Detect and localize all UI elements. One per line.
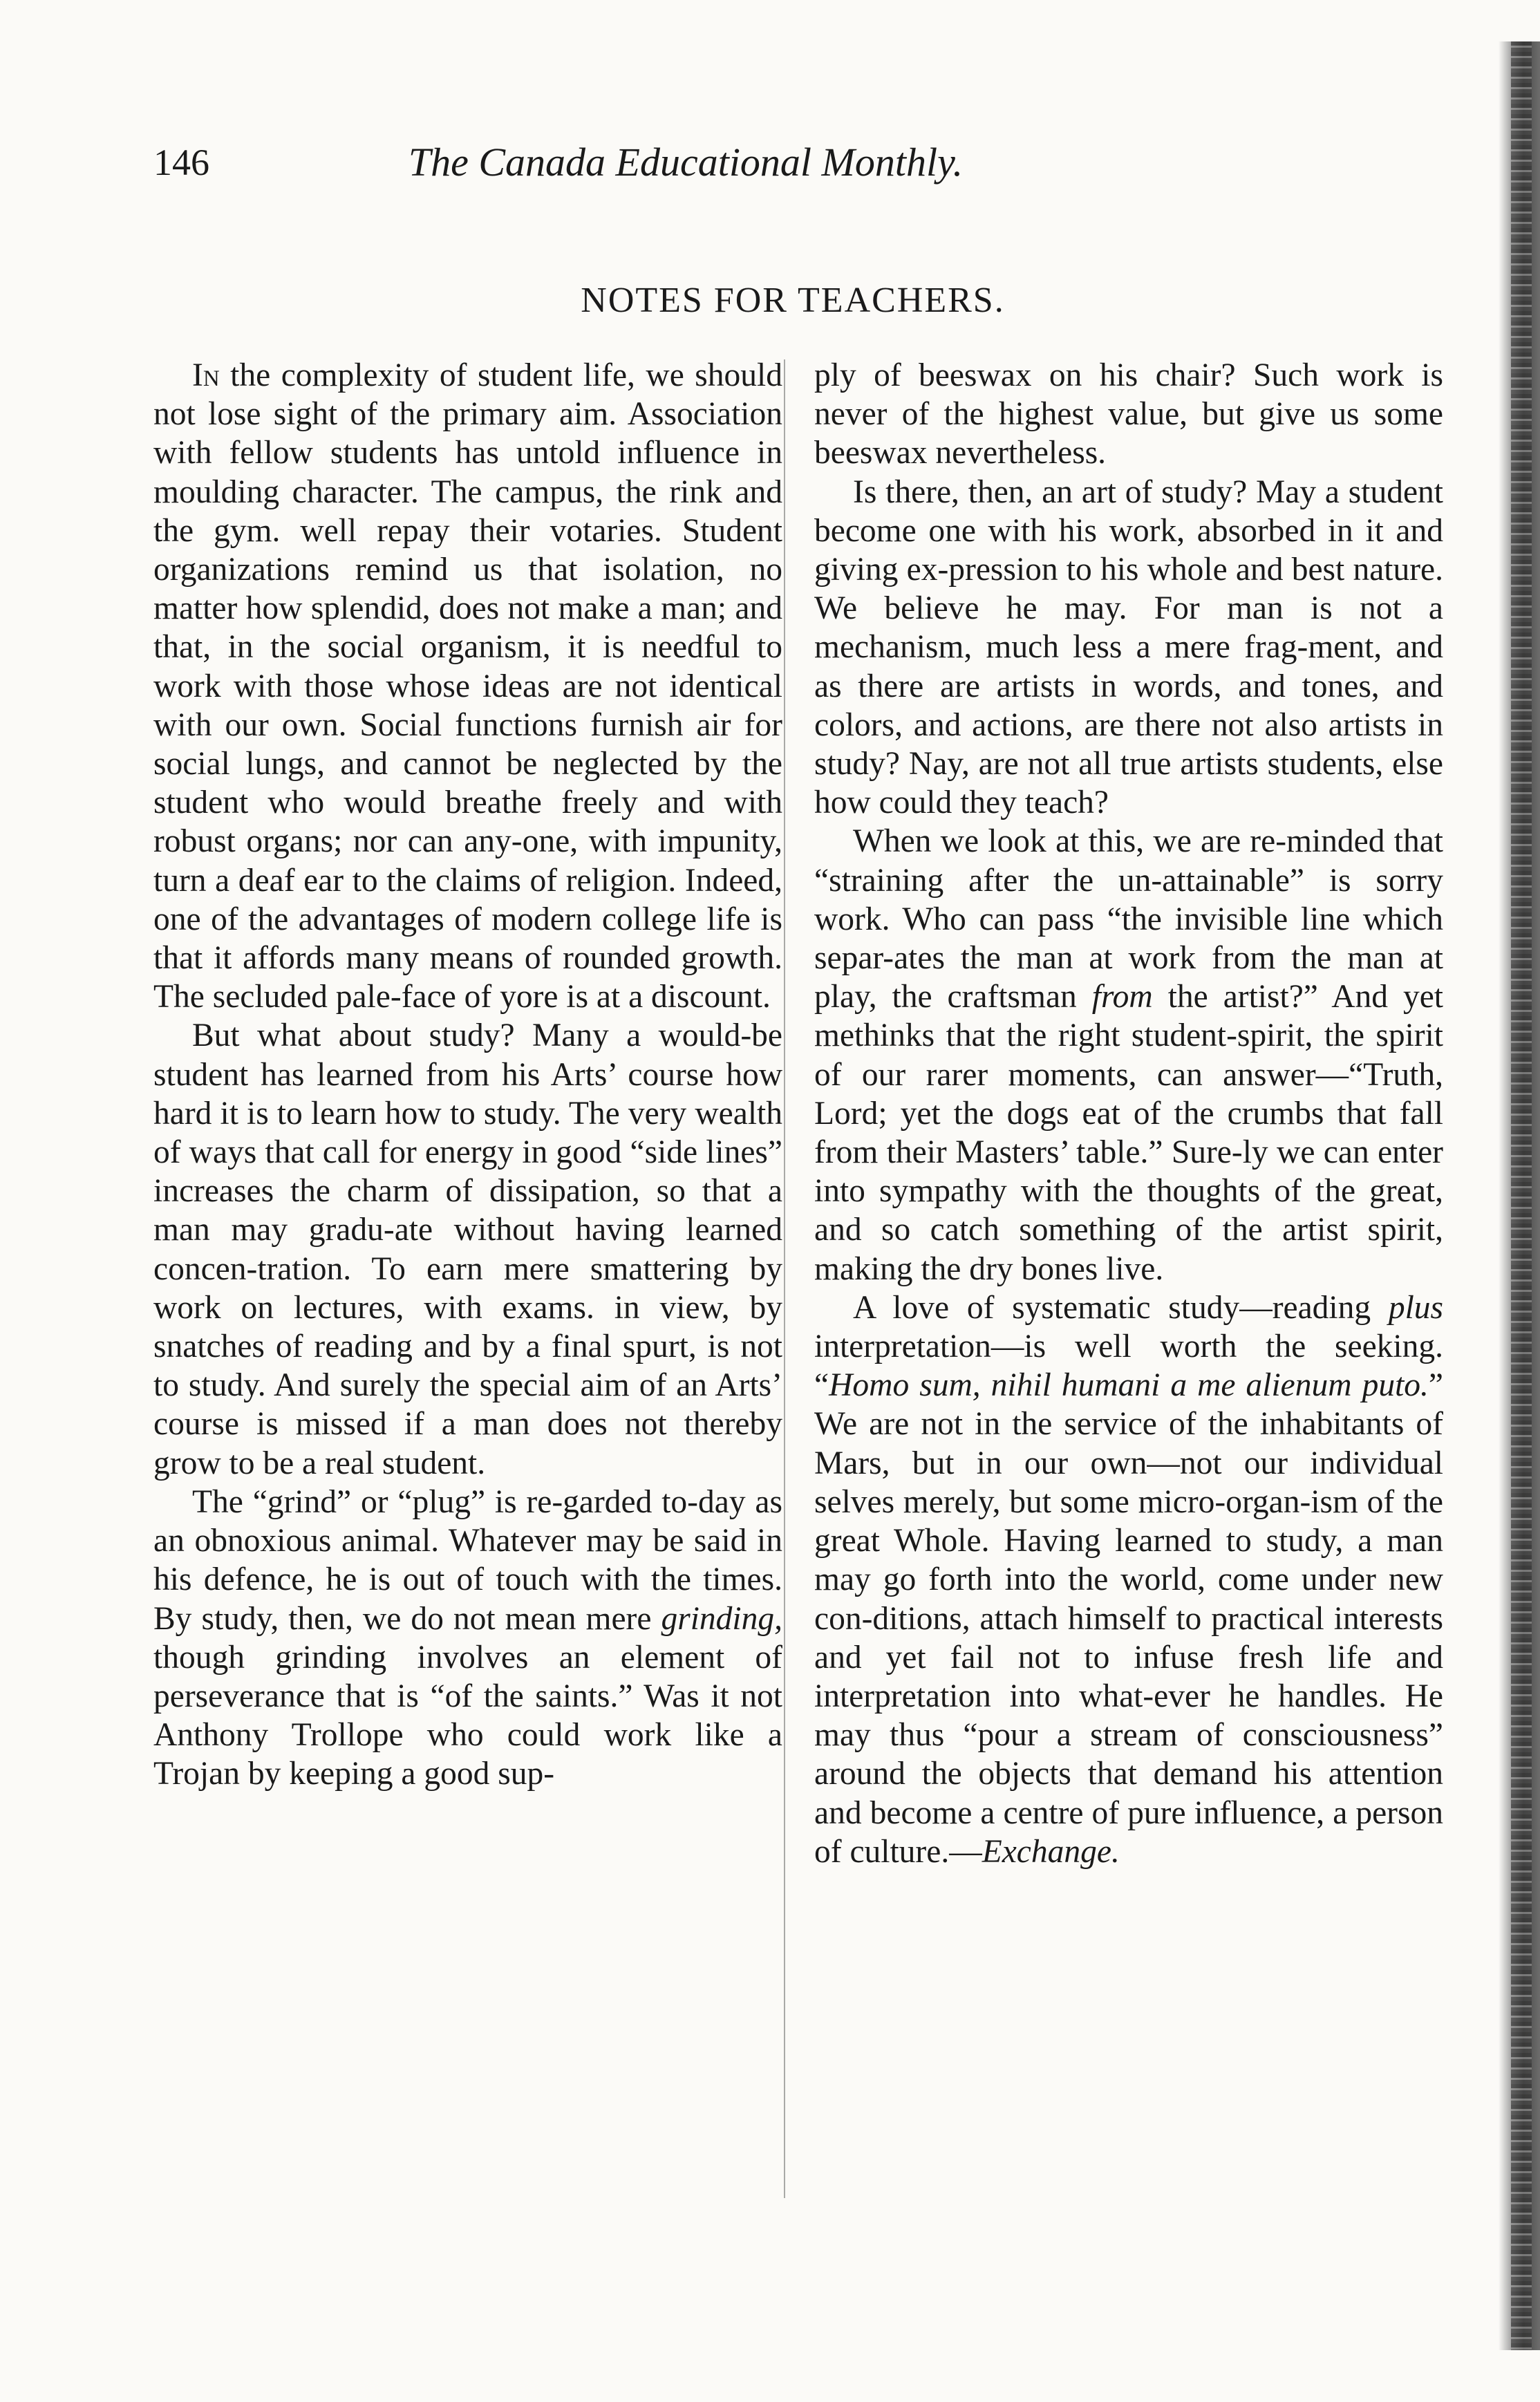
column-rule bbox=[784, 359, 785, 2198]
paragraph bbox=[814, 822, 1443, 1288]
paragraph-text: interpretation—is well worth the seeking. “ bbox=[814, 1329, 1443, 1404]
italic-text: grinding, bbox=[661, 1600, 783, 1637]
paragraph bbox=[153, 356, 782, 1016]
paragraph-text: though grinding involves an element of perseverance that is “of the saints.” Was it not Anthony Trollope who could work like a Trojan by keeping a good sup- bbox=[153, 1639, 782, 1792]
latin-quote: Homo sum, nihil humani a me alienum puto. bbox=[829, 1367, 1429, 1404]
paragraph-text: When we look at this, we are re-minded that “straining after the un-attainable” is sorry work. Who can pass “the invisible line which separ-ates the man at work from the man at play, the craftsman bbox=[814, 823, 1443, 1015]
paragraph-continuation: ply of beeswax on his chair? Such work is never of the highest value, but give us some beeswax nevertheless. bbox=[814, 357, 1443, 471]
italic-text: from bbox=[1091, 979, 1153, 1015]
right-column bbox=[814, 356, 1443, 1871]
paragraph-text: The “grind” or “plug” is re-garded to-day as an obnoxious animal. Whatever may be said in his defence, he is out of touch with the times. By study, then, we do not mean mere bbox=[153, 1483, 782, 1637]
paragraph-text: ” We are not in the service of the inhabitants of Mars, but in our own—not our individual selves merely, but some micro-organ-ism of the great Whole. Having learned to study, a man may go forth into the world, come under new con-ditions, attach himself to practical interests and yet fail not to infuse fresh life and interpretation into what-ever he handles. He may thus “pour a stream of consciousness” around the objects that demand his attention and become a centre of pure influence, a person of culture.— bbox=[814, 1367, 1443, 1870]
paragraph-text: A love of systematic study—reading bbox=[853, 1289, 1371, 1326]
left-column bbox=[153, 356, 782, 1794]
paragraph: Is there, then, an art of study? May a student become one with his work, absorbed in it and giving ex-pression to his whole and best nature. We believe he may. For man is not a mechanism, much less a mere frag-ment, and as there are artists in words, and tones, and colors, and actions, are there not also artists in study? Nay, are not all true artists students, else how could they teach? bbox=[814, 473, 1443, 821]
italic-text: plus bbox=[1388, 1289, 1443, 1326]
scan-edge-strip bbox=[1499, 41, 1540, 2350]
paragraph-text: the complexity of student life, we should not lose sight of the primary aim. Association with fellow students has untold influence in moulding character. The campus, the rink and the gym. well repay their votaries. Student organizations remind us that isolation, no matter how splendid, does not make a man; and that, in the social organism, it is needful to work with those whose ideas are not identical with our own. Social functions furnish air for social lungs, and cannot be neglected by the student who would breathe freely and with robust organs; nor can any-one, with impunity, turn a deaf ear to the claims of religion. Indeed, one of the advantages of modern college life is that it affords many means of rounded growth. The secluded pale-face of yore is at a discount. bbox=[153, 357, 782, 1015]
drop-word: In bbox=[192, 357, 220, 393]
paragraph-text: the artist?” And yet methinks that the right student-spirit, the spirit of our rarer moments, can answer—“Truth, Lord; yet the dogs eat of the crumbs that fall from their Masters’ table.” Sure-ly we can enter into sympathy with the thoughts of the great, and so catch something of the artist spirit, making the dry bones live. bbox=[814, 979, 1443, 1287]
section-title: NOTES FOR TEACHERS. bbox=[581, 281, 1005, 320]
paragraph bbox=[153, 1483, 782, 1794]
running-head bbox=[153, 138, 1142, 194]
paragraph: But what about study? Many a would-be student has learned from his Arts’ course how hard it is to learn how to study. The very wealth of ways that call for energy in good “side lines” increases the charm of dissipation, so that a man may gradu-ate without having learned concen-tration. To earn mere smattering by work on lectures, with exams. in view, by snatches of reading and by a final spurt, is not to study. And surely the special aim of an Arts’ course is missed if a man does not thereby grow to be a real student. bbox=[153, 1017, 782, 1481]
source-attribution: Exchange. bbox=[982, 1833, 1120, 1870]
paragraph bbox=[814, 1288, 1443, 1871]
journal-title: The Canada Educational Monthly. bbox=[408, 140, 964, 185]
page-number: 146 bbox=[153, 142, 209, 183]
